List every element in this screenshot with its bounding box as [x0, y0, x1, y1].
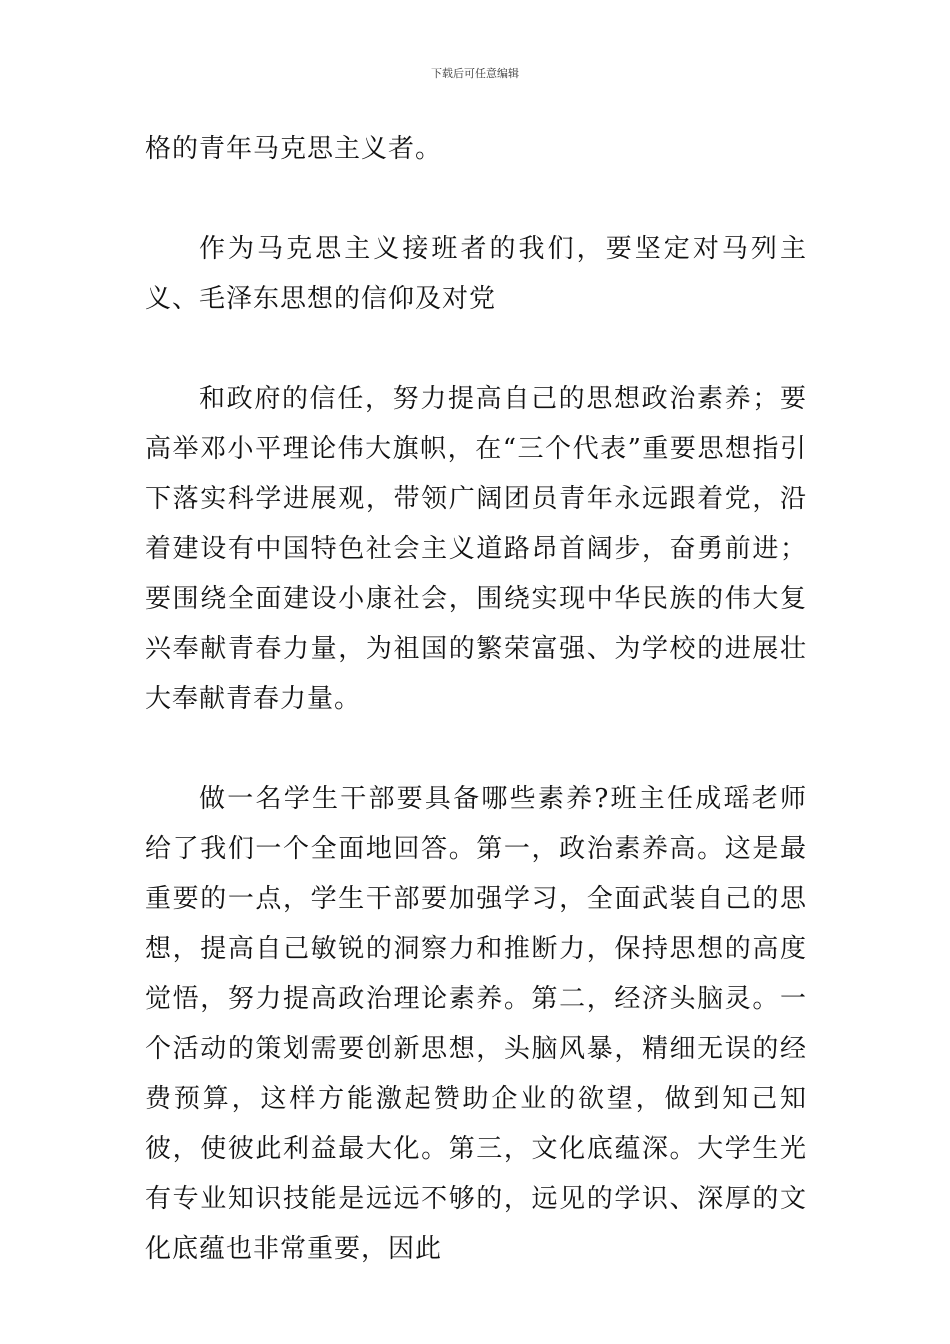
- paragraph-successors: 作为马克思主义接班者的我们，要坚定对马列主义、毛泽东思想的信仰及对党: [145, 234, 807, 314]
- paragraph-student-cadre: 做一名学生干部要具备哪些素养?班主任成瑶老师给了我们一个全面地回答。第一，政治素养高。这是最重要的一点，学生干部要加强学习，全面武装自己的思想，提高自己敏锐的洞察力和推断力，保持思想的高度觉悟，努力提高政治理论素养。第二，经济头脑灵。一个活动的策划需要创新思想，头脑风暴，精细无误的经费预算，这样方能激起赞助企业的欲望，做到知己知彼，使彼此利益最大化。第三，文化底蕴深。大学生光有专业知识技能是远远不够的，远见的学识、深厚的文化底蕴也非常重要，因此: [145, 784, 807, 1264]
- page-header-note: 下载后可任意编辑: [431, 67, 519, 80]
- paragraph-continuation: 格的青年马克思主义者。: [145, 134, 443, 164]
- document-body: [145, 124, 807, 1274]
- paragraph-spacer: [145, 174, 807, 224]
- paragraph-spacer: [145, 724, 807, 774]
- paragraph-spacer: [145, 324, 807, 374]
- paragraph-government-trust: 和政府的信任，努力提高自己的思想政治素养；要高举邓小平理论伟大旗帜，在“三个代表”重要思想指引下落实科学进展观，带领广阔团员青年永远跟着党，沿着建设有中国特色社会主义道路昂首阔步，奋勇前进；要围绕全面建设小康社会，围绕实现中华民族的伟大复兴奉献青春力量，为祖国的繁荣富强、为学校的进展壮大奉献青春力量。: [145, 384, 807, 714]
